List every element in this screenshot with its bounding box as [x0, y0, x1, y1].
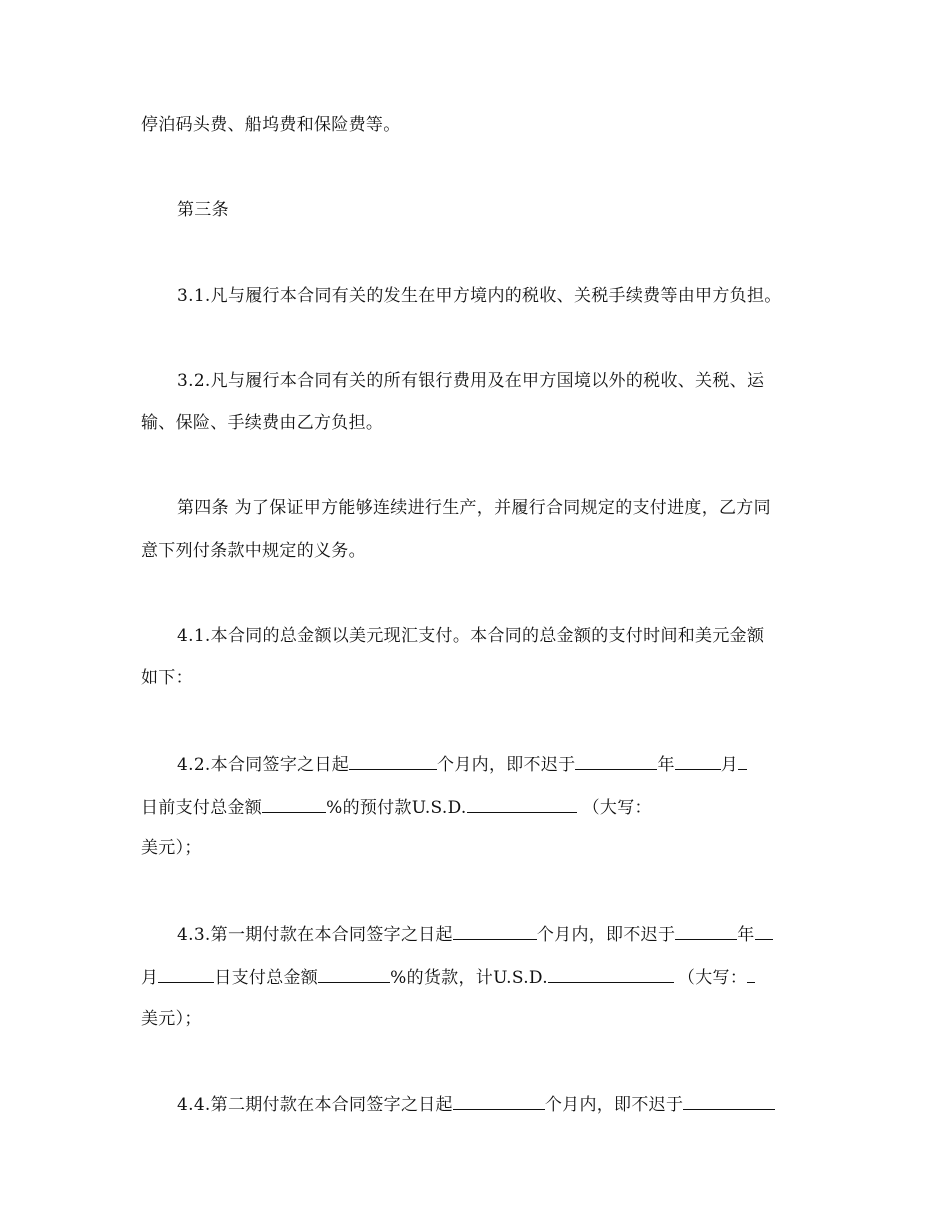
usd-amount-blank[interactable]	[467, 795, 577, 813]
clause-4-4-text-a: 4.4.第二期付款在本合同签字之日起	[177, 1095, 453, 1115]
clause-4-3-line-2	[141, 965, 755, 989]
clause-4-1-line-1: 4.1.本合同的总金额以美元现汇支付。本合同的总金额的支付时间和美元金额	[177, 626, 765, 646]
clause-4-2-text-c: 年	[657, 755, 675, 775]
article-4-line-1: 第四条 为了保证甲方能够连续进行生产，并履行合同规定的支付进度，乙方同	[177, 498, 771, 518]
months-blank[interactable]	[453, 922, 537, 940]
year-blank[interactable]	[675, 922, 737, 940]
clause-4-2-text-a: 4.2.本合同签字之日起	[177, 755, 350, 775]
months-blank[interactable]	[349, 752, 437, 770]
clause-4-3-text-e: 日支付总金额	[214, 968, 319, 988]
clause-4-2-text-b: 个月内，即不迟于	[437, 755, 576, 775]
year-blank[interactable]	[683, 1092, 775, 1110]
months-blank[interactable]	[453, 1092, 545, 1110]
clause-4-2-line-3: 美元）；	[141, 838, 202, 858]
article-4-line-2: 意下列付条款中规定的义务。	[141, 541, 366, 561]
amount-words-blank[interactable]	[747, 965, 755, 983]
clause-4-3-line-1	[177, 922, 773, 946]
month-blank[interactable]	[675, 752, 721, 770]
clause-4-3-text-g: （大写：	[677, 968, 748, 988]
paragraph-continuation: 停泊码头费、船坞费和保险费等。	[141, 115, 401, 135]
clause-4-3-text-c: 年	[737, 925, 755, 945]
day-blank[interactable]	[158, 965, 214, 983]
clause-4-4-text-b: 个月内，即不迟于	[544, 1095, 684, 1115]
clause-4-2-text-f: %的预付款U.S.D.	[326, 798, 467, 818]
clause-4-2-text-d: 月	[720, 755, 739, 775]
clause-3-1: 3.1.凡与履行本合同有关的发生在甲方境内的税收、关税手续费等由甲方负担。	[177, 286, 782, 306]
percent-blank[interactable]	[262, 795, 326, 813]
clause-4-3-text-f: %的货款，计U.S.D.	[390, 968, 548, 988]
clause-4-1-line-2: 如下：	[141, 668, 193, 688]
clause-4-2-text-e: 日前支付总金额	[141, 798, 263, 818]
percent-blank[interactable]	[318, 965, 390, 983]
year-blank[interactable]	[575, 752, 657, 770]
clause-4-2-text-g: （大写：	[582, 798, 652, 818]
clause-4-2-line-2	[141, 795, 652, 819]
day-blank[interactable]	[738, 752, 747, 770]
month-blank[interactable]	[755, 922, 773, 940]
clause-4-2-line-1	[177, 752, 747, 776]
clause-4-3-line-3: 美元）；	[141, 1009, 202, 1029]
clause-3-2-line-1: 3.2.凡与履行本合同有关的所有银行费用及在甲方国境以外的税收、关税、运	[177, 371, 765, 391]
clause-4-3-text-a: 4.3.第一期付款在本合同签字之日起	[177, 925, 453, 945]
clause-3-2-line-2: 输、保险、手续费由乙方负担。	[141, 413, 384, 433]
usd-amount-blank[interactable]	[548, 965, 674, 983]
clause-4-3-text-b: 个月内，即不迟于	[536, 925, 676, 945]
clause-4-3-text-d: 月	[141, 968, 159, 988]
clause-4-4-line-1	[177, 1092, 775, 1116]
article-3-title: 第三条	[177, 200, 229, 220]
